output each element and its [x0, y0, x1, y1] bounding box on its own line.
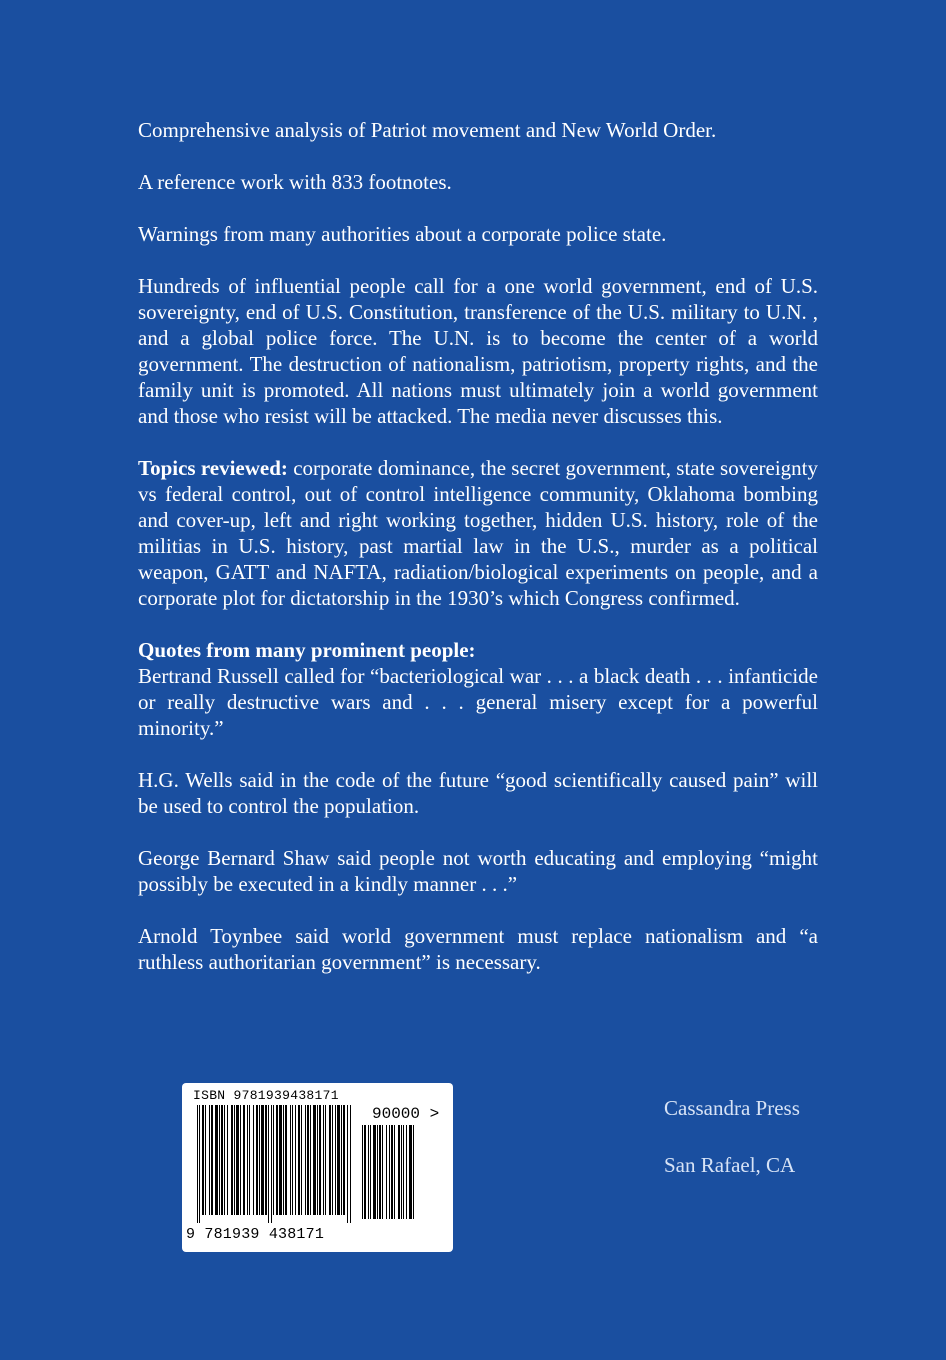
barcode-bar — [343, 1105, 345, 1215]
barcode-bar — [329, 1105, 331, 1215]
barcode-bar — [332, 1105, 333, 1215]
barcode-bar — [301, 1105, 302, 1215]
isbn-barcode — [182, 1083, 453, 1252]
price-code: 90000 > — [372, 1105, 440, 1123]
barcode-bar — [403, 1125, 404, 1219]
barcode-bar — [249, 1105, 250, 1215]
barcode-bar — [247, 1105, 248, 1215]
barcode-bar — [305, 1105, 306, 1215]
barcode-bar — [362, 1125, 363, 1219]
quotes-heading: Quotes from many prominent people: — [138, 638, 476, 662]
barcode-bar — [215, 1105, 218, 1215]
barcode-bar — [406, 1125, 407, 1219]
barcode-bar — [261, 1105, 264, 1215]
shaw-quote: George Bernard Shaw said people not worth educating and employing “might possibly be executed in a kindly manner . . .” — [138, 846, 818, 896]
barcode-bar — [386, 1125, 387, 1219]
barcode-bar — [292, 1105, 293, 1215]
barcode-bar — [398, 1125, 400, 1219]
barcode-bar — [240, 1105, 241, 1215]
barcode-bar — [276, 1105, 278, 1215]
barcode-bar — [271, 1105, 272, 1223]
barcode-bar — [234, 1105, 235, 1215]
russell-quote-paragraph — [138, 637, 818, 741]
publisher-name: Cassandra Press — [664, 1096, 800, 1120]
barcode-bar — [382, 1125, 383, 1219]
barcode-bar — [265, 1105, 267, 1215]
back-cover-text — [138, 117, 818, 975]
barcode-bar — [202, 1105, 204, 1215]
barcode-bar — [364, 1125, 366, 1219]
barcode-bar — [236, 1105, 239, 1215]
barcode-bar — [221, 1105, 223, 1215]
intro-paragraph: Comprehensive analysis of Patriot movement and New World Order. — [138, 118, 717, 142]
russell-quote: Bertrand Russell called for “bacteriological war . . . a black death . . . infanticide or really destructive wars and . . . general misery except for a powerful minority.” — [138, 664, 818, 740]
barcode-bar — [373, 1125, 376, 1219]
barcode-bar — [298, 1105, 300, 1215]
barcode-bar — [379, 1125, 381, 1219]
barcode-bar — [307, 1105, 309, 1215]
barcode-bar — [325, 1105, 326, 1215]
isbn-label: ISBN 9781939438171 — [193, 1088, 339, 1103]
barcode-bar — [243, 1105, 245, 1215]
barcode-bar — [197, 1105, 198, 1223]
barcode-bar — [335, 1105, 336, 1215]
barcode-bar — [319, 1105, 321, 1215]
isbn-digits: 9 781939 438171 — [186, 1226, 325, 1243]
barcode-bar — [313, 1105, 316, 1215]
barcode-bar — [310, 1105, 311, 1215]
barcode-bar — [268, 1105, 269, 1223]
footnotes-paragraph: A reference work with 833 footnotes. — [138, 170, 452, 194]
publisher-block — [664, 1095, 800, 1178]
barcode-bar — [219, 1105, 220, 1215]
barcode-bar — [368, 1125, 369, 1219]
barcode-bar — [394, 1125, 395, 1219]
barcode-bar — [370, 1125, 371, 1219]
barcode-bar — [205, 1105, 206, 1215]
barcode-bar — [347, 1105, 348, 1223]
barcode-bar — [285, 1105, 287, 1215]
warnings-paragraph: Warnings from many authorities about a corporate police state. — [138, 222, 667, 246]
barcode-bar — [199, 1105, 200, 1223]
barcode-bar — [283, 1105, 284, 1215]
barcode-bar — [209, 1105, 210, 1215]
barcode-bar — [389, 1125, 390, 1219]
barcode-bar — [377, 1125, 378, 1219]
topics-paragraph — [138, 455, 818, 611]
barcode-bar — [317, 1105, 318, 1215]
barcode-bar — [211, 1105, 213, 1215]
barcode-bar — [273, 1105, 274, 1215]
barcode-bar — [337, 1105, 340, 1215]
barcode-bar — [256, 1105, 258, 1215]
barcode-bar — [401, 1125, 402, 1219]
world-government-paragraph: Hundreds of influential people call for a one world government, end of U.S. sovereignty, end of U.S. Constitution, transference of the U.S. military to U.N. , and a global police force. The U.N. is to become the center of a world government. The destruction of nationalism, patriotism, property rights, and the family unit is promoted. All nations must ultimately join a world government and those who resist will be attacked. The media never discusses this. — [138, 274, 818, 428]
wells-quote: H.G. Wells said in the code of the future “good scientifically caused pain” will be used to control the population. — [138, 768, 818, 818]
barcode-bar — [341, 1105, 342, 1215]
barcode-bar — [279, 1105, 282, 1215]
barcode-bar — [259, 1105, 260, 1215]
barcode-bar — [224, 1105, 225, 1215]
barcode-bar — [295, 1105, 296, 1215]
barcode-bar — [350, 1105, 351, 1223]
barcode-bars-icon — [197, 1105, 357, 1225]
barcode-bar — [290, 1105, 291, 1215]
toynbee-quote: Arnold Toynbee said world government must replace nationalism and “a ruthless authoritarian government” is necessary. — [138, 924, 818, 974]
barcode-bar — [227, 1105, 228, 1215]
barcode-bar — [413, 1125, 414, 1219]
topics-label: Topics reviewed: — [138, 456, 288, 480]
barcode-bar — [231, 1105, 233, 1215]
barcode-bar — [253, 1105, 254, 1215]
barcode-bar — [323, 1105, 324, 1215]
topics-text: corporate dominance, the secret government, state sovereignty vs federal control, out of control intelligence community, Oklahoma bombing and cover-up, left and right working together, hidden U.S. history, role of the militias in U.S. history, past martial law in the U.S., murder as a political weapon, GATT and NAFTA, radiation/biological experiments on people, and a corporate plot for dictatorship in the 1930’s which Congress confirmed. — [138, 456, 819, 610]
barcode-bar — [391, 1125, 393, 1219]
price-barcode-bars-icon — [362, 1125, 428, 1225]
barcode-bar — [409, 1125, 412, 1219]
publisher-place: San Rafael, CA — [664, 1153, 796, 1177]
